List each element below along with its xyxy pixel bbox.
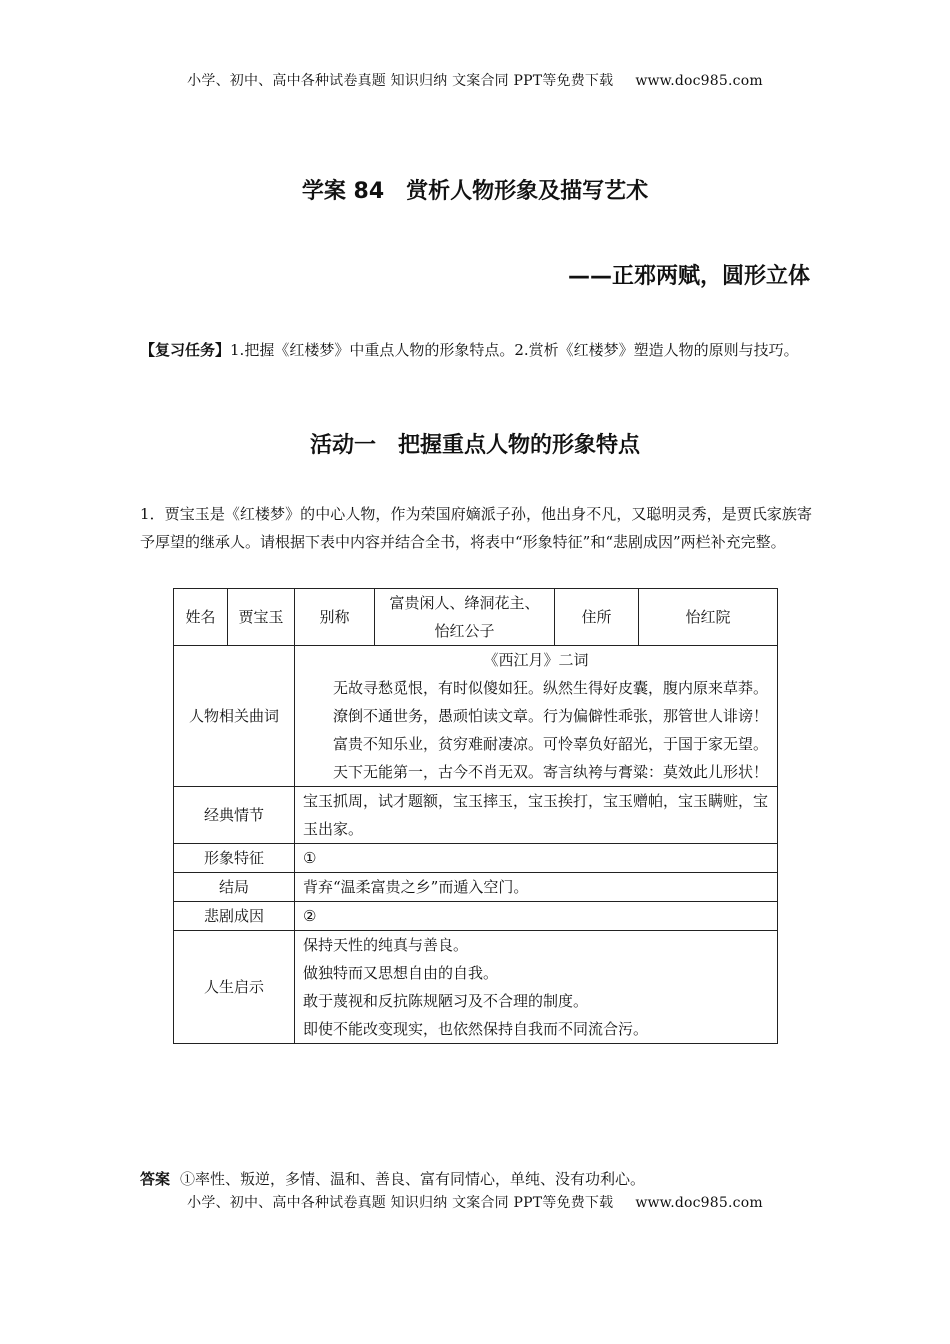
poem-label: 人物相关曲词 xyxy=(174,646,295,787)
table-row xyxy=(174,873,778,902)
question-1: 1．贾宝玉是《红楼梦》的中心人物，作为荣国府嫡派子孙，他出身不凡，又聪明灵秀，是贾氏家族寄予厚望的继承人。请根据下表中内容并结合全书，将表中“形象特征”和“悲剧成因”两栏补充完整。 xyxy=(140,505,812,551)
alias-value: 富贵闲人、绛洞花主、怡红公子 xyxy=(375,589,555,646)
residence-value: 怡红院 xyxy=(639,589,778,646)
review-task-text: 1.把握《红楼梦》中重点人物的形象特点。2.赏析《红楼梦》塑造人物的原则与技巧。 xyxy=(230,341,799,359)
poem-cell xyxy=(295,646,778,787)
character-table xyxy=(173,588,778,1044)
poem-line: 潦倒不通世务，愚顽怕读文章。行为偏僻性乖张，那管世人诽谤！ xyxy=(333,707,769,725)
page-footer xyxy=(0,1192,950,1212)
table-row xyxy=(174,931,778,1044)
plot-value: 宝玉抓周，试才题额，宝玉摔玉，宝玉挨打，宝玉赠帕，宝玉瞒赃，宝玉出家。 xyxy=(295,787,778,844)
page-subtitle: ——正邪两赋，圆形立体 xyxy=(567,264,810,289)
header-text: 小学、初中、高中各种试卷真题 知识归纳 文案合同 PPT等免费下载 xyxy=(187,73,614,89)
ending-label: 结局 xyxy=(174,873,295,902)
table-row xyxy=(174,646,778,787)
answer xyxy=(140,1167,812,1191)
plot-label: 经典情节 xyxy=(174,787,295,844)
page-title: 学案 84 赏析人物形象及描写艺术 xyxy=(301,179,649,204)
feature-label: 形象特征 xyxy=(174,844,295,873)
footer-text: 小学、初中、高中各种试卷真题 知识归纳 文案合同 PPT等免费下载 xyxy=(187,1195,614,1211)
poem-line: 天下无能第一，古今不肖无双。寄言纨袴与膏粱：莫效此儿形状！ xyxy=(333,763,769,781)
insight-line: 保持天性的纯真与善良。 xyxy=(303,936,469,954)
residence-label: 住所 xyxy=(555,589,639,646)
footer-url[interactable]: www.doc985.com xyxy=(635,1195,763,1211)
activity-title: 活动一 把握重点人物的形象特点 xyxy=(309,433,640,458)
poem-title: 《西江月》二词 xyxy=(483,651,589,669)
insight-line: 敢于蔑视和反抗陈规陋习及不合理的制度。 xyxy=(303,992,589,1010)
alias-label: 别称 xyxy=(295,589,375,646)
poem-line: 无故寻愁觅恨，有时似傻如狂。纵然生得好皮囊，腹内原来草莽。 xyxy=(333,679,769,697)
ending-value: 背弃“温柔富贵之乡”而遁入空门。 xyxy=(295,873,778,902)
insight-line: 做独特而又思想自由的自我。 xyxy=(303,964,499,982)
review-task-label: 【复习任务】 xyxy=(140,341,231,359)
header-url[interactable]: www.doc985.com xyxy=(635,73,763,89)
insight-label: 人生启示 xyxy=(174,931,295,1044)
table-row xyxy=(174,787,778,844)
poem-line: 富贵不知乐业，贫穷难耐凄凉。可怜辜负好韶光，于国于家无望。 xyxy=(333,735,769,753)
answer-text: ①率性、叛逆，多情、温和、善良、富有同情心，单纯、没有功利心。 xyxy=(180,1170,646,1188)
insight-line: 即使不能改变现实，也依然保持自我而不同流合污。 xyxy=(303,1020,649,1038)
table-row xyxy=(174,844,778,873)
name-value: 贾宝玉 xyxy=(228,589,295,646)
insight-cell xyxy=(295,931,778,1044)
table-row xyxy=(174,589,778,646)
review-task xyxy=(140,336,812,364)
table-row xyxy=(174,902,778,931)
poem-body xyxy=(303,674,769,786)
page-header xyxy=(0,70,950,90)
name-label: 姓名 xyxy=(174,589,228,646)
answer-label: 答案 xyxy=(140,1170,171,1188)
feature-value: ① xyxy=(295,844,778,873)
cause-value: ② xyxy=(295,902,778,931)
cause-label: 悲剧成因 xyxy=(174,902,295,931)
